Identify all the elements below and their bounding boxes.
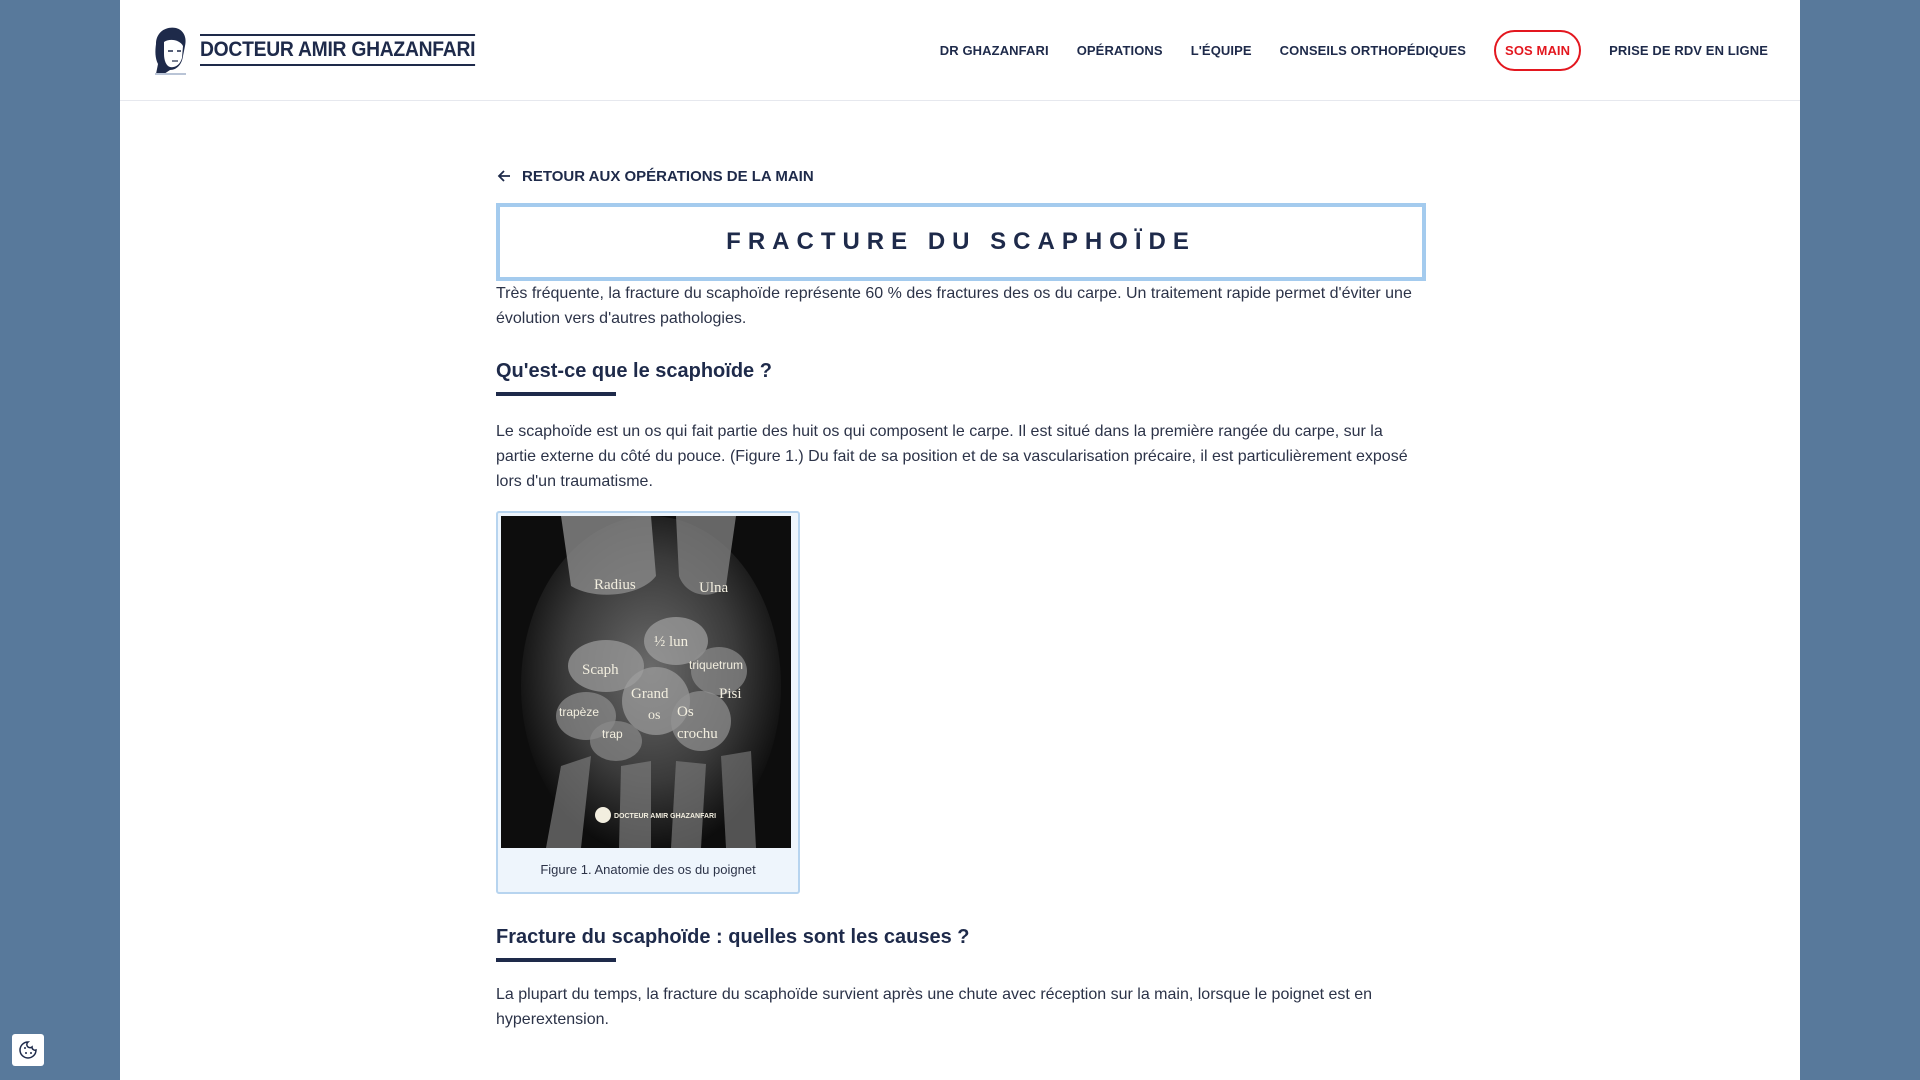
watermark-text: DOCTEUR AMIR GHAZANFARI <box>614 813 717 820</box>
heading-underline <box>496 958 616 962</box>
label-trap: trap <box>602 727 623 741</box>
label-scaph: Scaph <box>582 662 619 678</box>
intro-paragraph: Très fréquente, la fracture du scaphoïde représente 60 % des fractures des os du carpe. Un traitement rapide permet d'éviter une évolution vers d'autres pathologies. <box>496 285 1412 327</box>
nav-operations[interactable]: OPÉRATIONS <box>1076 42 1163 58</box>
label-radius: Radius <box>594 577 636 593</box>
label-os: os <box>648 708 661 723</box>
section-heading-causes: Fracture du scaphoïde : quelles sont les causes ? <box>496 926 970 948</box>
label-ulna: Ulna <box>699 580 729 596</box>
page-title: FRACTURE DU SCAPHOÏDE <box>726 228 1196 255</box>
cookie-settings-button[interactable] <box>12 1034 44 1066</box>
section-heading-scaphoide: Qu'est-ce que le scaphoïde ? <box>496 360 772 382</box>
page <box>120 0 1800 1080</box>
nav-equipe[interactable]: L'ÉQUIPE <box>1190 42 1252 58</box>
label-os-crochu-1: Os <box>677 704 694 720</box>
arrow-left-icon <box>496 168 512 184</box>
label-triquetrum: triquetrum <box>689 658 744 672</box>
back-link[interactable] <box>496 160 1426 192</box>
doctor-portrait-icon <box>150 24 190 76</box>
heading-underline <box>496 392 616 396</box>
wrist-xray-image <box>501 516 791 848</box>
nav-sos-main-button[interactable]: SOS MAIN <box>1494 30 1581 71</box>
watermark-logo-icon <box>595 807 611 823</box>
nav-prise-de-rdv[interactable]: PRISE DE RDV EN LIGNE <box>1609 42 1768 58</box>
site-header <box>120 0 1800 101</box>
main-nav <box>912 29 1768 71</box>
label-pisi: Pisi <box>719 686 742 702</box>
page-title-box <box>496 203 1426 281</box>
section1-paragraph: Le scaphoïde est un os qui fait partie des huit os qui composent le carpe. Il est situé dans la première rangée du carpe, sur la partie externe du côté du pouce. (Figure 1.) Du fait de sa position et de sa vascularisation précaire, il est particulièrement exposé lors d'un traumatisme. <box>496 423 1408 490</box>
back-link-label: RETOUR AUX OPÉRATIONS DE LA MAIN <box>522 167 814 185</box>
nav-conseils-orthopediques[interactable]: CONSEILS ORTHOPÉDIQUES <box>1279 42 1467 58</box>
article <box>496 160 1426 1032</box>
nav-dr-ghazanfari[interactable]: DR GHAZANFARI <box>939 42 1049 58</box>
figure-caption: Figure 1. Anatomie des os du poignet <box>540 862 756 877</box>
section2-paragraph: La plupart du temps, la fracture du scaphoïde survient après une chute avec réception sur la main, lorsque le poignet est en hyperextension. <box>496 986 1373 1028</box>
site-logo[interactable] <box>150 24 499 76</box>
logo-text: DOCTEUR AMIR GHAZANFARI <box>200 34 475 66</box>
label-grand: Grand <box>631 686 669 702</box>
label-trapeze: trapèze <box>559 705 600 719</box>
label-os-crochu-2: crochu <box>677 726 718 742</box>
cookie-icon <box>18 1040 38 1060</box>
label-lun: ½ lun <box>654 634 689 650</box>
figure-wrist-anatomy <box>496 511 800 894</box>
